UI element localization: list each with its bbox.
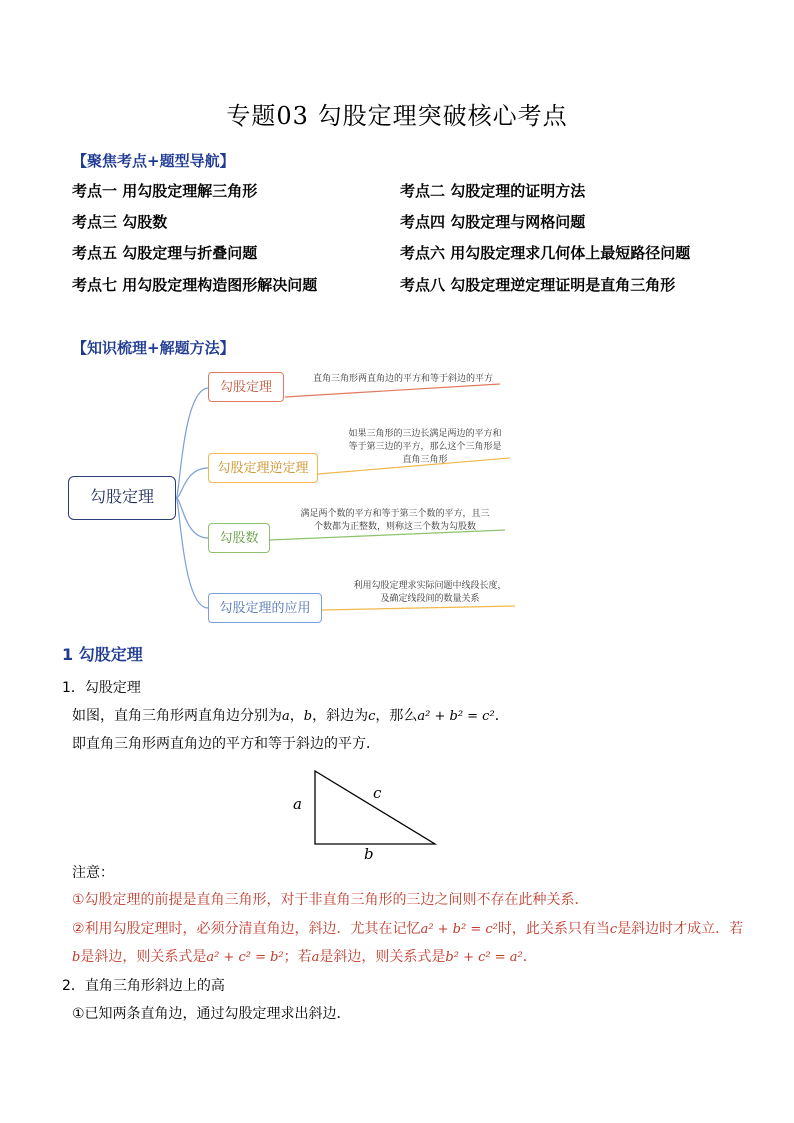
item-2-title: 2．直角三角形斜边上的高: [62, 978, 225, 994]
item-2-line: ①已知两条直角边，通过勾股定理求出斜边．: [72, 1006, 351, 1022]
exam-point-8: 考点八 勾股定理逆定理证明是直角三角形: [400, 276, 676, 294]
triangle-label-b: b: [364, 845, 374, 863]
mindmap-branch-pythagorean-theorem: 勾股定理: [208, 372, 284, 402]
exam-point-3: 考点三 勾股数: [72, 213, 168, 231]
definition-line: 如图，直角三角形两直角边分别为a，b，斜边为c，那么a² + b² = c²．: [72, 708, 509, 724]
knowledge-heading: 【知识梳理+解题方法】: [72, 339, 235, 357]
exam-point-6: 考点六 用勾股定理求几何体上最短路径问题: [400, 244, 691, 262]
exam-point-2: 考点二 勾股定理的证明方法: [400, 182, 586, 200]
exam-point-5: 考点五 勾股定理与折叠问题: [72, 244, 258, 262]
mindmap-note-converse: 如果三角形的三边长满足两边的平方和 等于第三边的平方，那么这个三角形是 直角三角形: [348, 429, 502, 465]
mindmap-note-application: 利用勾股定理求实际问题中线段长度， 及确定线段间的数量关系: [353, 581, 507, 604]
section-heading: 1 勾股定理: [62, 645, 143, 664]
formula: a² + b² = c²: [417, 709, 495, 724]
mindmap-root: 勾股定理: [68, 476, 176, 520]
exam-point-1: 考点一 用勾股定理解三角形: [72, 182, 258, 200]
mindmap-branch-application: 勾股定理的应用: [208, 593, 322, 623]
triangle-label-a: a: [293, 795, 302, 813]
note-3: b是斜边，则关系式是a² + c² = b²；若a是斜边，则关系式是b² + c² = a²．: [72, 949, 537, 965]
exam-point-7: 考点七 用勾股定理构造图形解决问题: [72, 276, 318, 294]
triangle-label-c: c: [373, 784, 382, 802]
definition-restated: 即直角三角形两直角边的平方和等于斜边的平方．: [72, 736, 380, 752]
note-title: 注意：: [72, 865, 114, 881]
guide-heading: 【聚焦考点+题型导航】: [72, 152, 235, 170]
note-2: ②利用勾股定理时，必须分清直角边，斜边．尤其在记忆a² + b² = c²时，此关系只有当c是斜边时才成立．若: [72, 921, 744, 937]
mindmap-branch-triples: 勾股数: [208, 523, 270, 553]
page-title: 专题03 勾股定理突破核心考点: [226, 102, 568, 130]
mindmap-note-triples: 满足两个数的平方和等于第三个数的平方，且三 个数都为正整数，则称这三个数为勾股数: [300, 509, 490, 532]
item-1-title: 1．勾股定理: [62, 680, 141, 696]
mindmap-branch-converse: 勾股定理逆定理: [208, 453, 318, 483]
note-1: ①勾股定理的前提是直角三角形，对于非直角三角形的三边之间则不存在此种关系．: [72, 892, 589, 908]
exam-point-4: 考点四 勾股定理与网格问题: [400, 213, 586, 231]
mindmap-note-pythagorean-theorem: 直角三角形两直角边的平方和等于斜边的平方: [312, 374, 493, 384]
